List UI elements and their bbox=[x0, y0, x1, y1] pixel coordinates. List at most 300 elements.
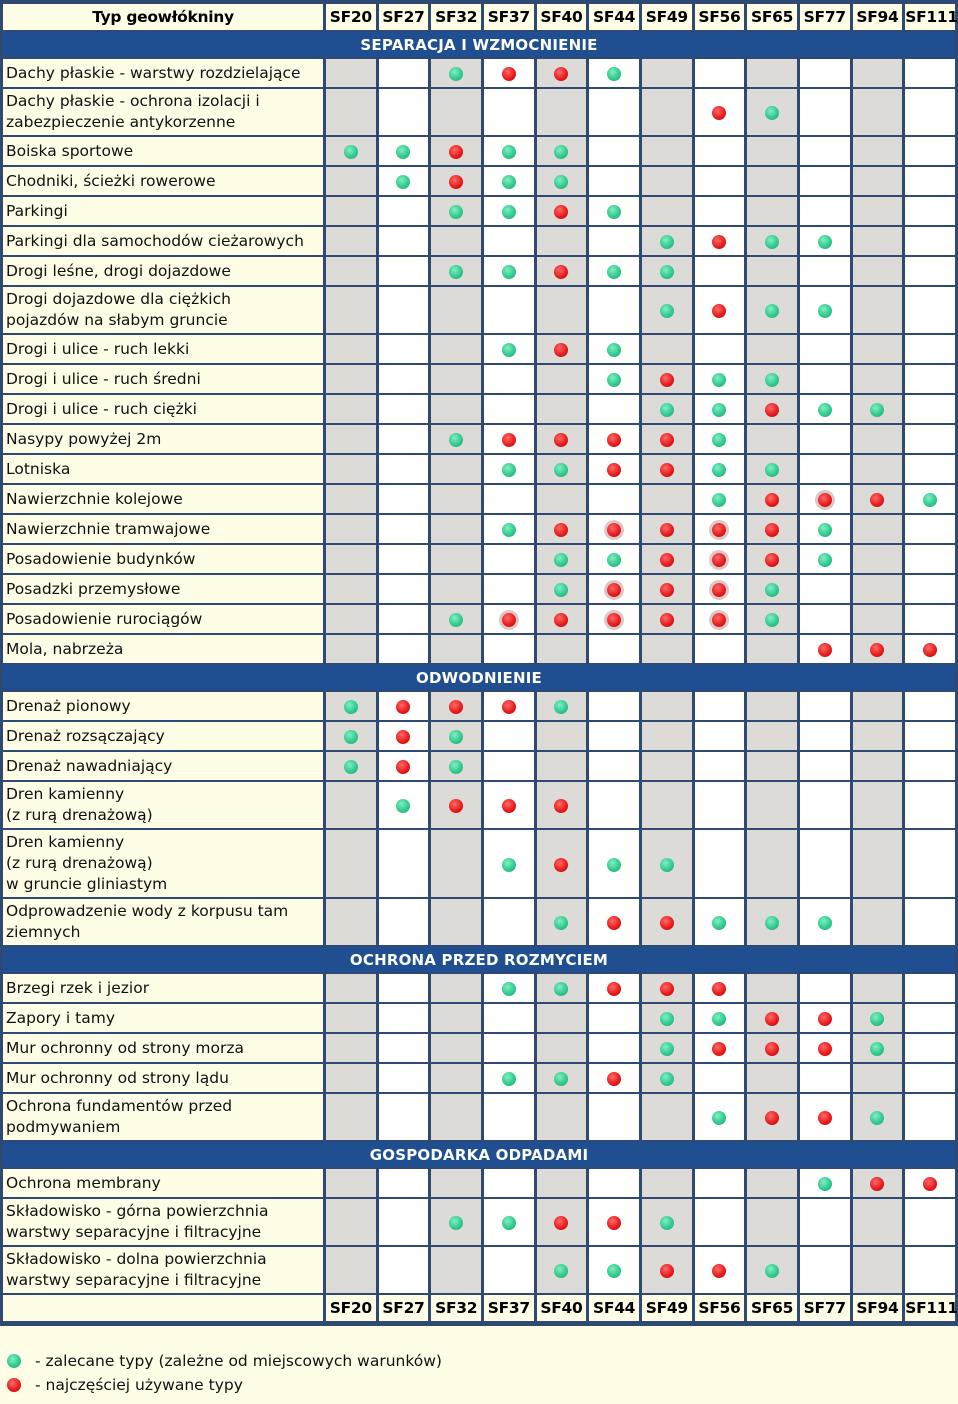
cell-sf40 bbox=[537, 830, 587, 897]
cell-sf94 bbox=[853, 1169, 903, 1197]
cell-sf111 bbox=[905, 1034, 955, 1062]
cell-sf111 bbox=[905, 722, 955, 750]
application-label-line: Nawierzchnie tramwajowe bbox=[6, 519, 211, 538]
green-dot-icon bbox=[765, 916, 779, 930]
cell-sf27 bbox=[379, 782, 429, 828]
application-label-line: Odprowadzenie wody z korpusu tam bbox=[6, 902, 289, 920]
cell-sf65 bbox=[747, 545, 797, 573]
cell-sf40 bbox=[537, 1169, 587, 1197]
cell-sf49 bbox=[642, 545, 692, 573]
cell-sf44 bbox=[589, 365, 639, 393]
cell-sf77 bbox=[800, 635, 850, 663]
cell-sf37 bbox=[484, 1247, 534, 1293]
table-row bbox=[3, 545, 955, 573]
cell-sf32 bbox=[431, 89, 481, 135]
green-dot-icon bbox=[660, 1216, 674, 1230]
application-label bbox=[3, 545, 323, 573]
green-dot-icon bbox=[660, 304, 674, 318]
green-dot-icon bbox=[607, 67, 621, 81]
cell-sf94 bbox=[853, 335, 903, 363]
cell-sf49 bbox=[642, 722, 692, 750]
cell-sf40 bbox=[537, 1004, 587, 1032]
cell-sf77 bbox=[800, 287, 850, 333]
red-dot-icon bbox=[607, 1072, 621, 1086]
footer-column-header-sf40: SF40 bbox=[537, 1295, 587, 1321]
cell-sf37 bbox=[484, 395, 534, 423]
cell-sf20 bbox=[326, 335, 376, 363]
cell-sf49 bbox=[642, 1004, 692, 1032]
cell-sf94 bbox=[853, 515, 903, 543]
application-label bbox=[3, 782, 323, 828]
cell-sf77 bbox=[800, 1094, 850, 1140]
green-dot-icon bbox=[502, 858, 516, 872]
cell-sf27 bbox=[379, 515, 429, 543]
cell-sf94 bbox=[853, 752, 903, 780]
red-dot-icon bbox=[660, 613, 674, 627]
cell-sf56 bbox=[695, 335, 745, 363]
table-row bbox=[3, 752, 955, 780]
cell-sf37 bbox=[484, 167, 534, 195]
cell-sf94 bbox=[853, 395, 903, 423]
red-dot-icon bbox=[607, 583, 621, 597]
application-label-line: Dren kamienny bbox=[6, 833, 125, 851]
cell-sf65 bbox=[747, 1199, 797, 1245]
application-label-line: Drenaż nawadniający bbox=[6, 756, 173, 775]
cell-sf20 bbox=[326, 137, 376, 165]
cell-sf27 bbox=[379, 1004, 429, 1032]
application-label bbox=[3, 1247, 323, 1293]
application-label-line: Mur ochronny od strony morza bbox=[6, 1038, 245, 1057]
green-dot-icon bbox=[660, 235, 674, 249]
cell-sf27 bbox=[379, 545, 429, 573]
cell-sf32 bbox=[431, 1169, 481, 1197]
table-row bbox=[3, 89, 955, 135]
cell-sf37 bbox=[484, 1034, 534, 1062]
cell-sf40 bbox=[537, 335, 587, 363]
application-label-line: warstwy separacyjne i filtracyjne bbox=[6, 1223, 262, 1241]
cell-sf56 bbox=[695, 752, 745, 780]
cell-sf27 bbox=[379, 425, 429, 453]
application-label-line: Boiska sportowe bbox=[6, 141, 134, 160]
cell-sf37 bbox=[484, 752, 534, 780]
cell-sf32 bbox=[431, 485, 481, 513]
cell-sf40 bbox=[537, 722, 587, 750]
cell-sf94 bbox=[853, 1004, 903, 1032]
red-dot-icon bbox=[554, 1216, 568, 1230]
cell-sf44 bbox=[589, 395, 639, 423]
green-dot-icon bbox=[712, 433, 726, 447]
cell-sf77 bbox=[800, 137, 850, 165]
cell-sf77 bbox=[800, 692, 850, 720]
cell-sf56 bbox=[695, 575, 745, 603]
cell-sf56 bbox=[695, 167, 745, 195]
cell-sf94 bbox=[853, 1034, 903, 1062]
cell-sf20 bbox=[326, 830, 376, 897]
column-header-sf40: SF40 bbox=[537, 4, 587, 30]
cell-sf111 bbox=[905, 1169, 955, 1197]
table-row bbox=[3, 830, 955, 897]
column-header-sf94: SF94 bbox=[853, 4, 903, 30]
green-dot-icon bbox=[607, 1264, 621, 1278]
red-dot-icon bbox=[660, 583, 674, 597]
red-dot-icon bbox=[660, 523, 674, 537]
green-dot-icon bbox=[712, 373, 726, 387]
cell-sf49 bbox=[642, 1034, 692, 1062]
cell-sf49 bbox=[642, 1247, 692, 1293]
cell-sf111 bbox=[905, 692, 955, 720]
cell-sf94 bbox=[853, 59, 903, 87]
section-title: OCHRONA PRZED ROZMYCIEM bbox=[3, 947, 955, 972]
green-dot-icon bbox=[554, 916, 568, 930]
cell-sf65 bbox=[747, 830, 797, 897]
green-dot-icon bbox=[765, 235, 779, 249]
cell-sf20 bbox=[326, 1064, 376, 1092]
cell-sf111 bbox=[905, 830, 955, 897]
cell-sf27 bbox=[379, 197, 429, 225]
red-dot-icon bbox=[502, 67, 516, 81]
cell-sf37 bbox=[484, 545, 534, 573]
cell-sf56 bbox=[695, 899, 745, 945]
red-dot-icon bbox=[870, 1177, 884, 1191]
cell-sf20 bbox=[326, 485, 376, 513]
cell-sf49 bbox=[642, 830, 692, 897]
cell-sf27 bbox=[379, 137, 429, 165]
cell-sf77 bbox=[800, 752, 850, 780]
cell-sf65 bbox=[747, 335, 797, 363]
cell-sf94 bbox=[853, 722, 903, 750]
green-dot-icon bbox=[660, 1012, 674, 1026]
cell-sf32 bbox=[431, 605, 481, 633]
red-dot-icon bbox=[554, 613, 568, 627]
application-label-line: Ochrona fundamentów przed bbox=[6, 1097, 233, 1115]
red-dot-icon bbox=[502, 700, 516, 714]
application-label-line: Zapory i tamy bbox=[6, 1008, 115, 1027]
cell-sf44 bbox=[589, 899, 639, 945]
section-row bbox=[3, 665, 955, 690]
cell-sf40 bbox=[537, 782, 587, 828]
cell-sf44 bbox=[589, 89, 639, 135]
red-dot-icon bbox=[554, 523, 568, 537]
cell-sf20 bbox=[326, 257, 376, 285]
cell-sf44 bbox=[589, 605, 639, 633]
green-dot-icon bbox=[502, 265, 516, 279]
red-dot-icon bbox=[607, 613, 621, 627]
cell-sf111 bbox=[905, 605, 955, 633]
cell-sf56 bbox=[695, 395, 745, 423]
cell-sf44 bbox=[589, 575, 639, 603]
cell-sf27 bbox=[379, 605, 429, 633]
cell-sf56 bbox=[695, 974, 745, 1002]
cell-sf65 bbox=[747, 455, 797, 483]
cell-sf37 bbox=[484, 485, 534, 513]
red-dot-icon bbox=[765, 403, 779, 417]
cell-sf40 bbox=[537, 167, 587, 195]
application-label bbox=[3, 89, 323, 135]
cell-sf111 bbox=[905, 635, 955, 663]
red-dot-icon bbox=[712, 1264, 726, 1278]
application-label-line: Parkingi dla samochodów cieżarowych bbox=[6, 231, 304, 250]
cell-sf49 bbox=[642, 425, 692, 453]
green-dot-icon bbox=[870, 403, 884, 417]
cell-sf40 bbox=[537, 287, 587, 333]
application-label bbox=[3, 830, 323, 897]
cell-sf27 bbox=[379, 395, 429, 423]
cell-sf44 bbox=[589, 137, 639, 165]
cell-sf94 bbox=[853, 197, 903, 225]
application-label bbox=[3, 137, 323, 165]
section-title: ODWODNIENIE bbox=[3, 665, 955, 690]
cell-sf37 bbox=[484, 515, 534, 543]
cell-sf20 bbox=[326, 455, 376, 483]
cell-sf37 bbox=[484, 575, 534, 603]
cell-sf20 bbox=[326, 752, 376, 780]
cell-sf56 bbox=[695, 692, 745, 720]
cell-sf44 bbox=[589, 830, 639, 897]
table-row bbox=[3, 1199, 955, 1245]
red-dot-icon bbox=[554, 858, 568, 872]
cell-sf27 bbox=[379, 1064, 429, 1092]
green-dot-icon bbox=[449, 730, 463, 744]
red-dot-icon bbox=[502, 613, 516, 627]
red-dot-icon bbox=[765, 1042, 779, 1056]
red-dot-icon bbox=[449, 700, 463, 714]
cell-sf65 bbox=[747, 485, 797, 513]
application-label bbox=[3, 287, 323, 333]
red-dot-icon bbox=[818, 1042, 832, 1056]
footer-column-header-sf27: SF27 bbox=[379, 1295, 429, 1321]
section-row bbox=[3, 947, 955, 972]
cell-sf49 bbox=[642, 227, 692, 255]
cell-sf65 bbox=[747, 1064, 797, 1092]
cell-sf111 bbox=[905, 1004, 955, 1032]
cell-sf111 bbox=[905, 575, 955, 603]
cell-sf56 bbox=[695, 605, 745, 633]
cell-sf77 bbox=[800, 197, 850, 225]
cell-sf56 bbox=[695, 1004, 745, 1032]
table-row bbox=[3, 335, 955, 363]
cell-sf20 bbox=[326, 227, 376, 255]
red-dot-icon bbox=[7, 1378, 21, 1392]
cell-sf27 bbox=[379, 1199, 429, 1245]
green-dot-icon bbox=[923, 493, 937, 507]
green-dot-icon bbox=[818, 916, 832, 930]
cell-sf32 bbox=[431, 1247, 481, 1293]
table-row bbox=[3, 1004, 955, 1032]
cell-sf27 bbox=[379, 635, 429, 663]
cell-sf56 bbox=[695, 545, 745, 573]
green-dot-icon bbox=[660, 265, 674, 279]
cell-sf44 bbox=[589, 1004, 639, 1032]
cell-sf44 bbox=[589, 1199, 639, 1245]
cell-sf77 bbox=[800, 1199, 850, 1245]
cell-sf32 bbox=[431, 974, 481, 1002]
cell-sf49 bbox=[642, 605, 692, 633]
section-row bbox=[3, 32, 955, 57]
green-dot-icon bbox=[712, 916, 726, 930]
table-row bbox=[3, 1247, 955, 1293]
red-dot-icon bbox=[660, 553, 674, 567]
green-dot-icon bbox=[449, 613, 463, 627]
application-label bbox=[3, 1034, 323, 1062]
cell-sf65 bbox=[747, 227, 797, 255]
table-row bbox=[3, 1034, 955, 1062]
green-dot-icon bbox=[449, 760, 463, 774]
header-row bbox=[3, 4, 955, 30]
green-dot-icon bbox=[344, 760, 358, 774]
red-dot-icon bbox=[712, 553, 726, 567]
cell-sf77 bbox=[800, 899, 850, 945]
cell-sf49 bbox=[642, 287, 692, 333]
application-label bbox=[3, 974, 323, 1002]
cell-sf111 bbox=[905, 455, 955, 483]
cell-sf94 bbox=[853, 635, 903, 663]
cell-sf77 bbox=[800, 167, 850, 195]
table-row bbox=[3, 722, 955, 750]
application-label-line: Drogi dojazdowe dla ciężkich bbox=[6, 290, 231, 308]
cell-sf20 bbox=[326, 1199, 376, 1245]
cell-sf37 bbox=[484, 365, 534, 393]
application-label bbox=[3, 197, 323, 225]
cell-sf27 bbox=[379, 899, 429, 945]
cell-sf32 bbox=[431, 425, 481, 453]
cell-sf49 bbox=[642, 197, 692, 225]
cell-sf37 bbox=[484, 455, 534, 483]
cell-sf40 bbox=[537, 485, 587, 513]
cell-sf49 bbox=[642, 335, 692, 363]
red-dot-icon bbox=[712, 304, 726, 318]
cell-sf37 bbox=[484, 830, 534, 897]
green-dot-icon bbox=[818, 553, 832, 567]
cell-sf111 bbox=[905, 287, 955, 333]
cell-sf65 bbox=[747, 605, 797, 633]
section-title: SEPARACJA I WZMOCNIENIE bbox=[3, 32, 955, 57]
cell-sf27 bbox=[379, 335, 429, 363]
table-row bbox=[3, 575, 955, 603]
application-label-line: Dren kamienny bbox=[6, 785, 125, 803]
cell-sf94 bbox=[853, 782, 903, 828]
cell-sf37 bbox=[484, 335, 534, 363]
cell-sf111 bbox=[905, 899, 955, 945]
cell-sf37 bbox=[484, 59, 534, 87]
application-label-line: Ochrona membrany bbox=[6, 1173, 161, 1192]
legend-most-used bbox=[7, 1376, 243, 1394]
cell-sf44 bbox=[589, 227, 639, 255]
cell-sf32 bbox=[431, 1094, 481, 1140]
application-label bbox=[3, 167, 323, 195]
application-label-line: Dachy płaskie - warstwy rozdzielające bbox=[6, 63, 301, 82]
cell-sf94 bbox=[853, 1094, 903, 1140]
red-dot-icon bbox=[712, 106, 726, 120]
application-label-line: Nawierzchnie kolejowe bbox=[6, 489, 183, 508]
cell-sf94 bbox=[853, 575, 903, 603]
cell-sf44 bbox=[589, 1034, 639, 1062]
green-dot-icon bbox=[396, 799, 410, 813]
cell-sf65 bbox=[747, 1034, 797, 1062]
red-dot-icon bbox=[660, 982, 674, 996]
application-label-line: Parkingi bbox=[6, 201, 68, 220]
cell-sf49 bbox=[642, 1094, 692, 1140]
cell-sf56 bbox=[695, 515, 745, 543]
footer-empty-cell bbox=[3, 1295, 323, 1321]
cell-sf49 bbox=[642, 395, 692, 423]
application-label bbox=[3, 395, 323, 423]
red-dot-icon bbox=[818, 1012, 832, 1026]
cell-sf44 bbox=[589, 692, 639, 720]
cell-sf27 bbox=[379, 575, 429, 603]
cell-sf32 bbox=[431, 257, 481, 285]
cell-sf27 bbox=[379, 257, 429, 285]
cell-sf65 bbox=[747, 137, 797, 165]
green-dot-icon bbox=[7, 1354, 21, 1368]
application-label bbox=[3, 692, 323, 720]
cell-sf49 bbox=[642, 974, 692, 1002]
green-dot-icon bbox=[502, 1216, 516, 1230]
cell-sf32 bbox=[431, 59, 481, 87]
cell-sf65 bbox=[747, 899, 797, 945]
cell-sf40 bbox=[537, 1064, 587, 1092]
cell-sf65 bbox=[747, 692, 797, 720]
green-dot-icon bbox=[396, 145, 410, 159]
cell-sf32 bbox=[431, 545, 481, 573]
green-dot-icon bbox=[344, 145, 358, 159]
application-label-line: Składowisko - dolna powierzchnia bbox=[6, 1250, 267, 1268]
column-header-sf27: SF27 bbox=[379, 4, 429, 30]
section-title: GOSPODARKA ODPADAMI bbox=[3, 1142, 955, 1167]
cell-sf94 bbox=[853, 1199, 903, 1245]
cell-sf20 bbox=[326, 692, 376, 720]
cell-sf32 bbox=[431, 1034, 481, 1062]
application-label bbox=[3, 1199, 323, 1245]
cell-sf94 bbox=[853, 974, 903, 1002]
cell-sf111 bbox=[905, 395, 955, 423]
green-dot-icon bbox=[765, 613, 779, 627]
cell-sf77 bbox=[800, 515, 850, 543]
red-dot-icon bbox=[396, 730, 410, 744]
cell-sf56 bbox=[695, 1199, 745, 1245]
footer-column-header-sf20: SF20 bbox=[326, 1295, 376, 1321]
cell-sf20 bbox=[326, 899, 376, 945]
cell-sf111 bbox=[905, 365, 955, 393]
green-dot-icon bbox=[607, 858, 621, 872]
cell-sf49 bbox=[642, 89, 692, 135]
cell-sf65 bbox=[747, 89, 797, 135]
application-label bbox=[3, 227, 323, 255]
cell-sf111 bbox=[905, 1247, 955, 1293]
cell-sf49 bbox=[642, 1064, 692, 1092]
green-dot-icon bbox=[660, 858, 674, 872]
red-dot-icon bbox=[765, 1111, 779, 1125]
cell-sf32 bbox=[431, 782, 481, 828]
green-dot-icon bbox=[554, 463, 568, 477]
green-dot-icon bbox=[449, 265, 463, 279]
cell-sf94 bbox=[853, 899, 903, 945]
cell-sf37 bbox=[484, 137, 534, 165]
cell-sf65 bbox=[747, 782, 797, 828]
cell-sf49 bbox=[642, 692, 692, 720]
cell-sf111 bbox=[905, 137, 955, 165]
cell-sf37 bbox=[484, 1199, 534, 1245]
table-row bbox=[3, 257, 955, 285]
cell-sf65 bbox=[747, 1169, 797, 1197]
footer-column-header-sf32: SF32 bbox=[431, 1295, 481, 1321]
cell-sf27 bbox=[379, 974, 429, 1002]
table-row bbox=[3, 1169, 955, 1197]
cell-sf37 bbox=[484, 974, 534, 1002]
table-row bbox=[3, 485, 955, 513]
cell-sf40 bbox=[537, 395, 587, 423]
cell-sf49 bbox=[642, 515, 692, 543]
cell-sf27 bbox=[379, 89, 429, 135]
